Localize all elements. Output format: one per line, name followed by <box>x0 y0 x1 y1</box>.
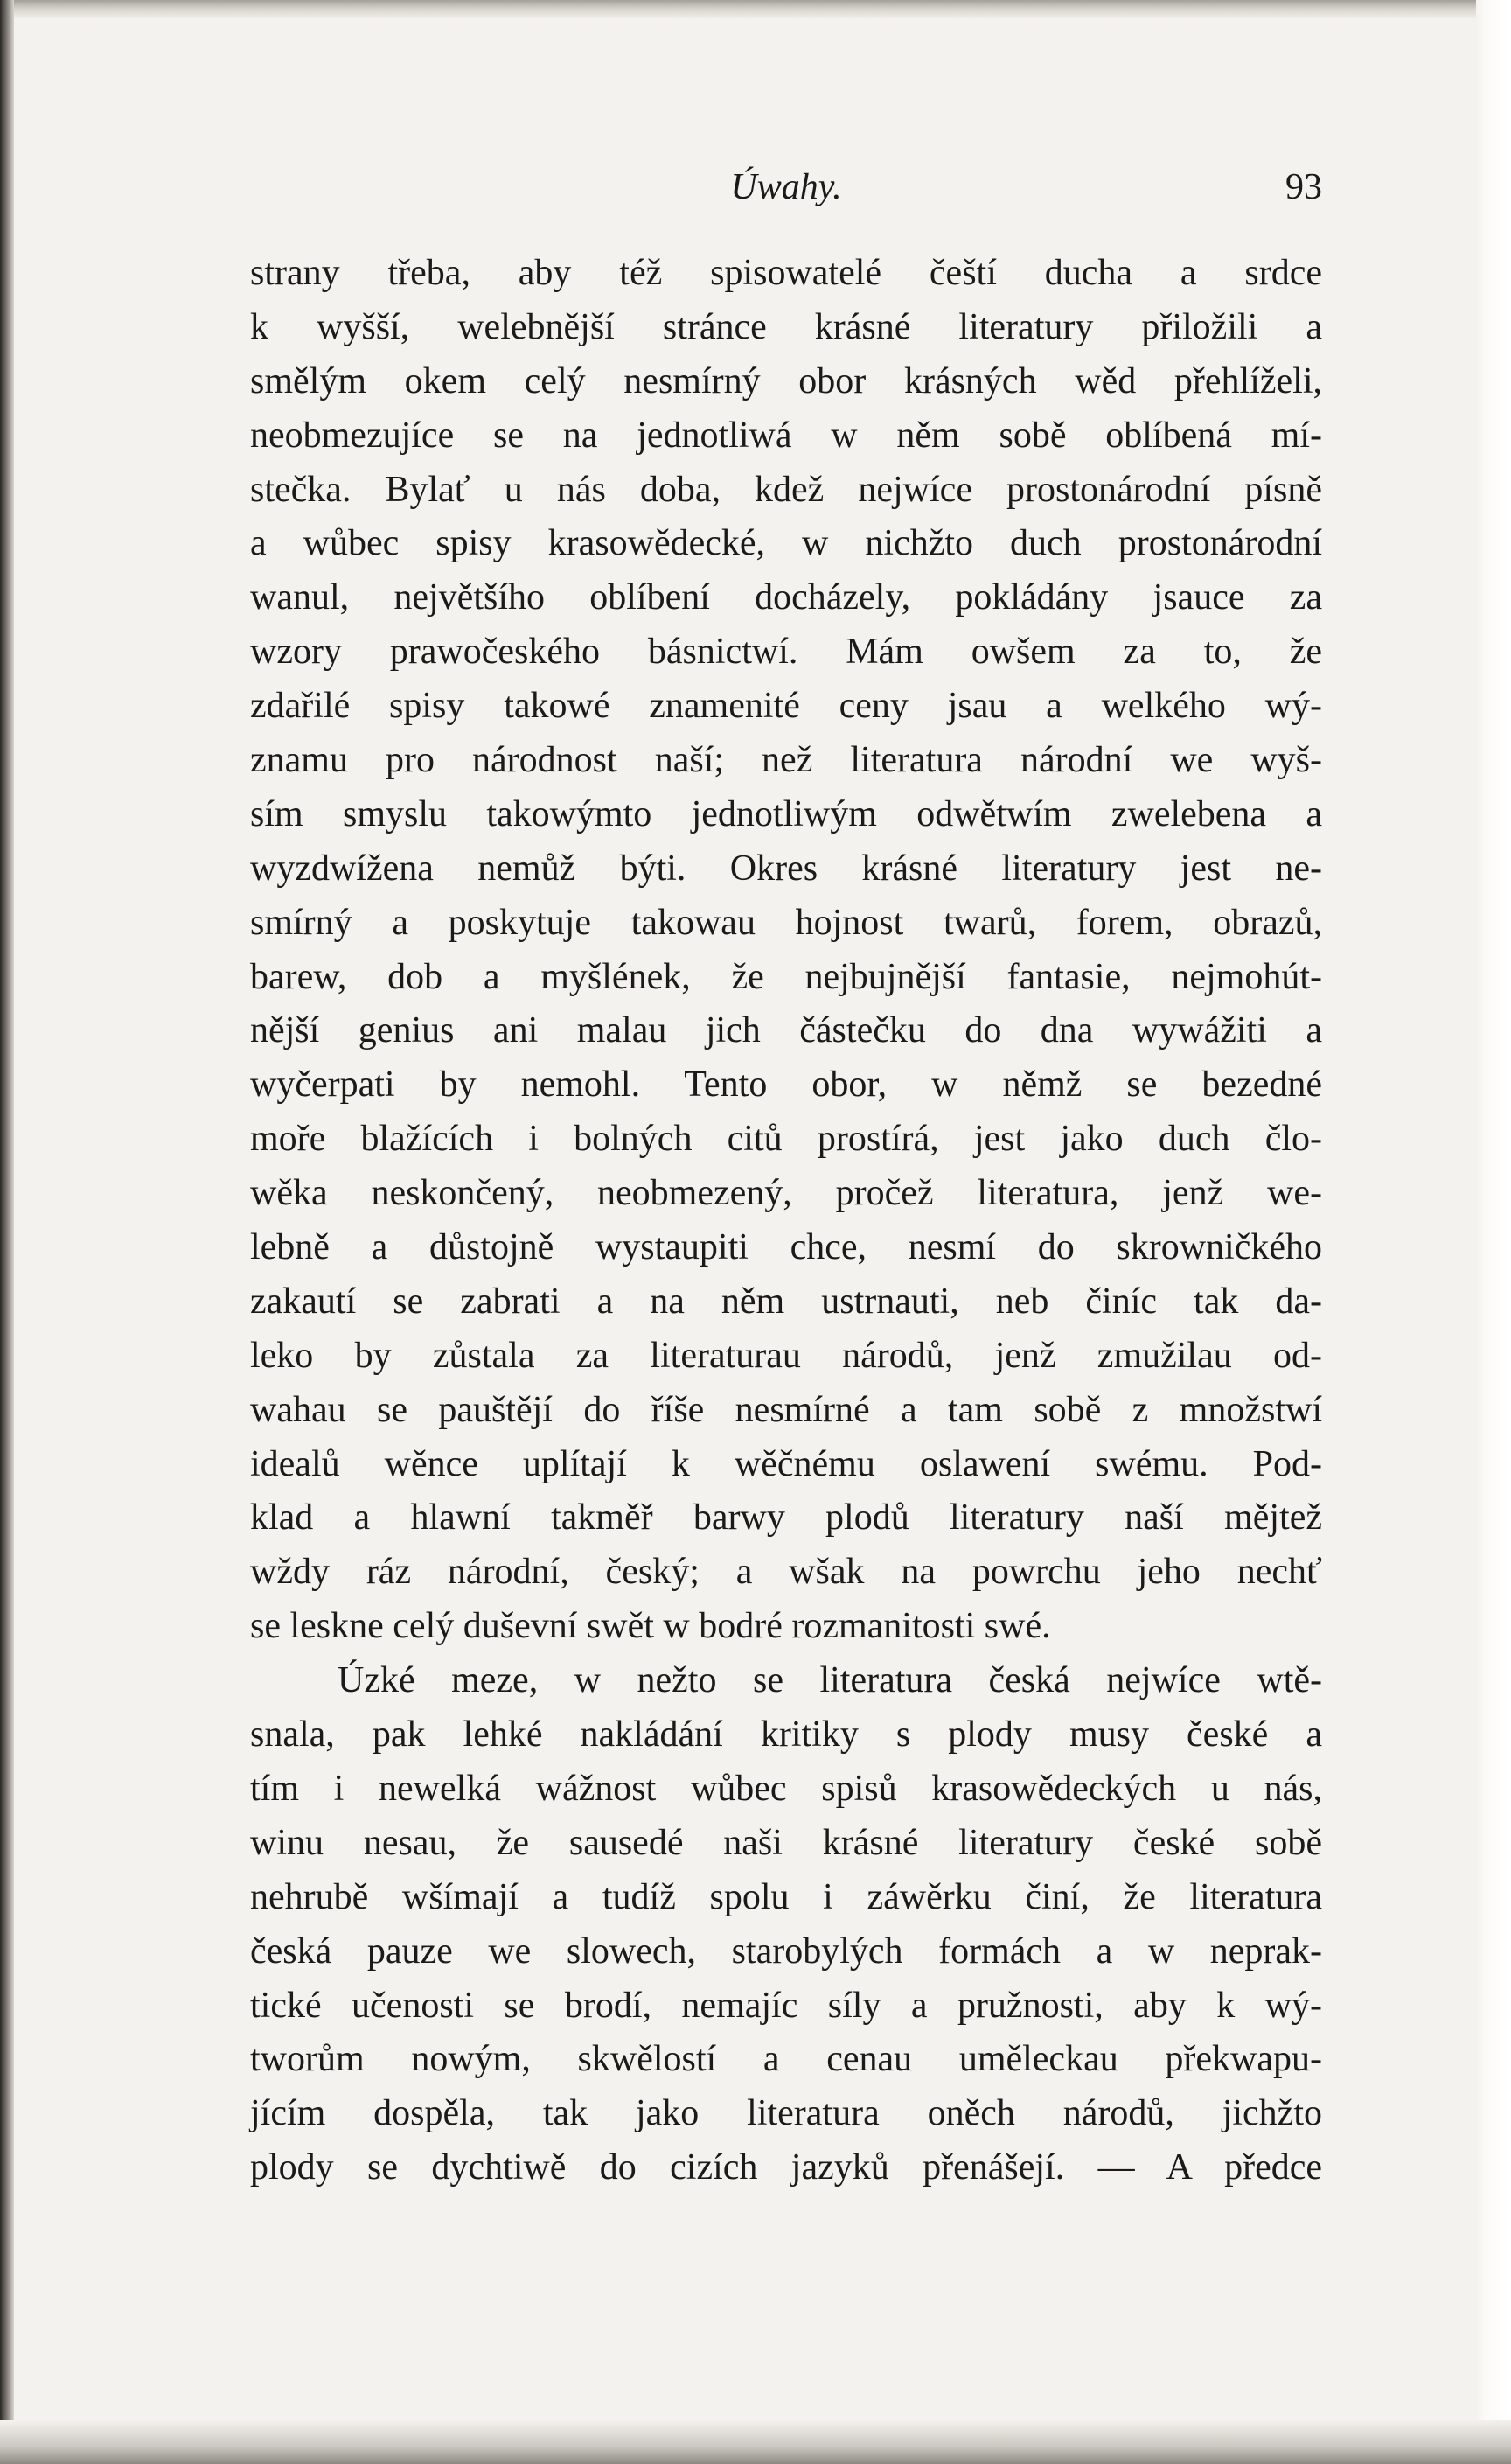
text-line: nější genius ani malau jich částečku do dna wywážiti a <box>250 1010 1322 1051</box>
text-line: tworům nowým, skwělostí a cenau uměleckau překwapu- <box>250 2039 1322 2080</box>
text-line: wzory prawočeského básnictwí. Mám owšem za to, že <box>250 632 1322 673</box>
text-line: wždy ráz národní, český; a wšak na powrchu jeho nechť <box>250 1552 1322 1593</box>
scan-edge-top <box>0 0 1511 19</box>
scan-edge-bottom <box>0 2420 1511 2464</box>
text-line: a wůbec spisy krasowědecké, w nichžto duch prostonárodní <box>250 523 1322 564</box>
text-line: neobmezujíce se na jednotliwá w něm sobě oblíbená mí- <box>250 415 1322 456</box>
text-line: zdařilé spisy takowé znamenité ceny jsau a welkého wý- <box>250 686 1322 727</box>
paragraph-end-line: se leskne celý duševní swět w bodré rozmanitosti swé. <box>250 1606 1051 1647</box>
text-line: plody se dychtiwě do cizích jazyků přenášejí. — A předce <box>250 2147 1322 2188</box>
text-line: nehrubě wšímají a tudíž spolu i záwěrku činí, že literatura <box>250 1876 1322 1917</box>
scan-edge-right <box>1476 0 1511 2464</box>
text-line: wyčerpati by nemohl. Tento obor, w němž se bezedné <box>250 1064 1322 1106</box>
text-line: wěka neskončený, neobmezený, pročež literatura, jenž we- <box>250 1173 1322 1214</box>
text-line: wahau se pauštějí do říše nesmírné a tam sobě z množstwí <box>250 1389 1322 1430</box>
text-line: stečka. Bylať u nás doba, kdež nejwíce prostonárodní písně <box>250 469 1322 510</box>
text-line: lebně a důstojně wystaupiti chce, nesmí do skrowničkého <box>250 1227 1322 1268</box>
text-line: k wyšší, welebnější stránce krásné literatury přiložili a <box>250 306 1322 347</box>
body-text <box>250 247 1322 2195</box>
text-line: znamu pro národnost naší; než literatura národní we wyš- <box>250 740 1322 781</box>
text-line: smělým okem celý nesmírný obor krásných wěd přehlíželi, <box>250 360 1322 401</box>
text-line: moře blažících i bolných citů prostírá, jest jako duch člo- <box>250 1119 1322 1160</box>
text-line: tím i newelká wážnost wůbec spisů krasowědeckých u nás, <box>250 1768 1322 1809</box>
text-line: wanul, největšího oblíbení docházely, pokládány jsauce za <box>250 577 1322 618</box>
text-line: tické učenosti se brodí, nemajíc síly a pružnosti, aby k wý- <box>250 1985 1322 2026</box>
text-line: leko by zůstala za literaturau národů, jenž zmužilau od- <box>250 1335 1322 1376</box>
paragraph-start-line: Úzké meze, w nežto se literatura česká nejwíce wtě- <box>338 1660 1322 1701</box>
text-line: strany třeba, aby též spisowatelé čeští ducha a srdce <box>250 253 1322 293</box>
scan-edge-left <box>0 0 14 2464</box>
text-line: smírný a poskytuje takowau hojnost twarů, forem, obrazů, <box>250 902 1322 943</box>
text-line: barew, dob a myšlének, že nejbujnější fantasie, nejmohút- <box>250 956 1322 997</box>
text-line: jícím dospěla, tak jako literatura oněch národů, jichžto <box>250 2093 1322 2134</box>
text-line: klad a hlawní takměř barwy plodů literatury naší mějtež <box>250 1497 1322 1539</box>
running-title: Úwahy. <box>730 167 842 207</box>
text-line: zakautí se zabrati a na něm ustrnauti, neb činíc tak da- <box>250 1281 1322 1322</box>
text-line: snala, pak lehké nakládání kritiky s plody musy české a <box>250 1714 1322 1756</box>
page-number: 93 <box>1285 167 1322 207</box>
text-line: idealů wěnce uplítají k wěčnému oslawení swému. Pod- <box>250 1443 1322 1484</box>
text-line: wyzdwížena nemůž býti. Okres krásné literatury jest ne- <box>250 848 1322 889</box>
page-header <box>250 163 1322 212</box>
text-line: česká pauze we slowech, starobylých formách a w neprak- <box>250 1930 1322 1972</box>
text-line: winu nesau, že sausedé naši krásné literatury české sobě <box>250 1822 1322 1863</box>
text-line: sím smyslu takowýmto jednotliwým odwětwím zwelebena a <box>250 793 1322 834</box>
